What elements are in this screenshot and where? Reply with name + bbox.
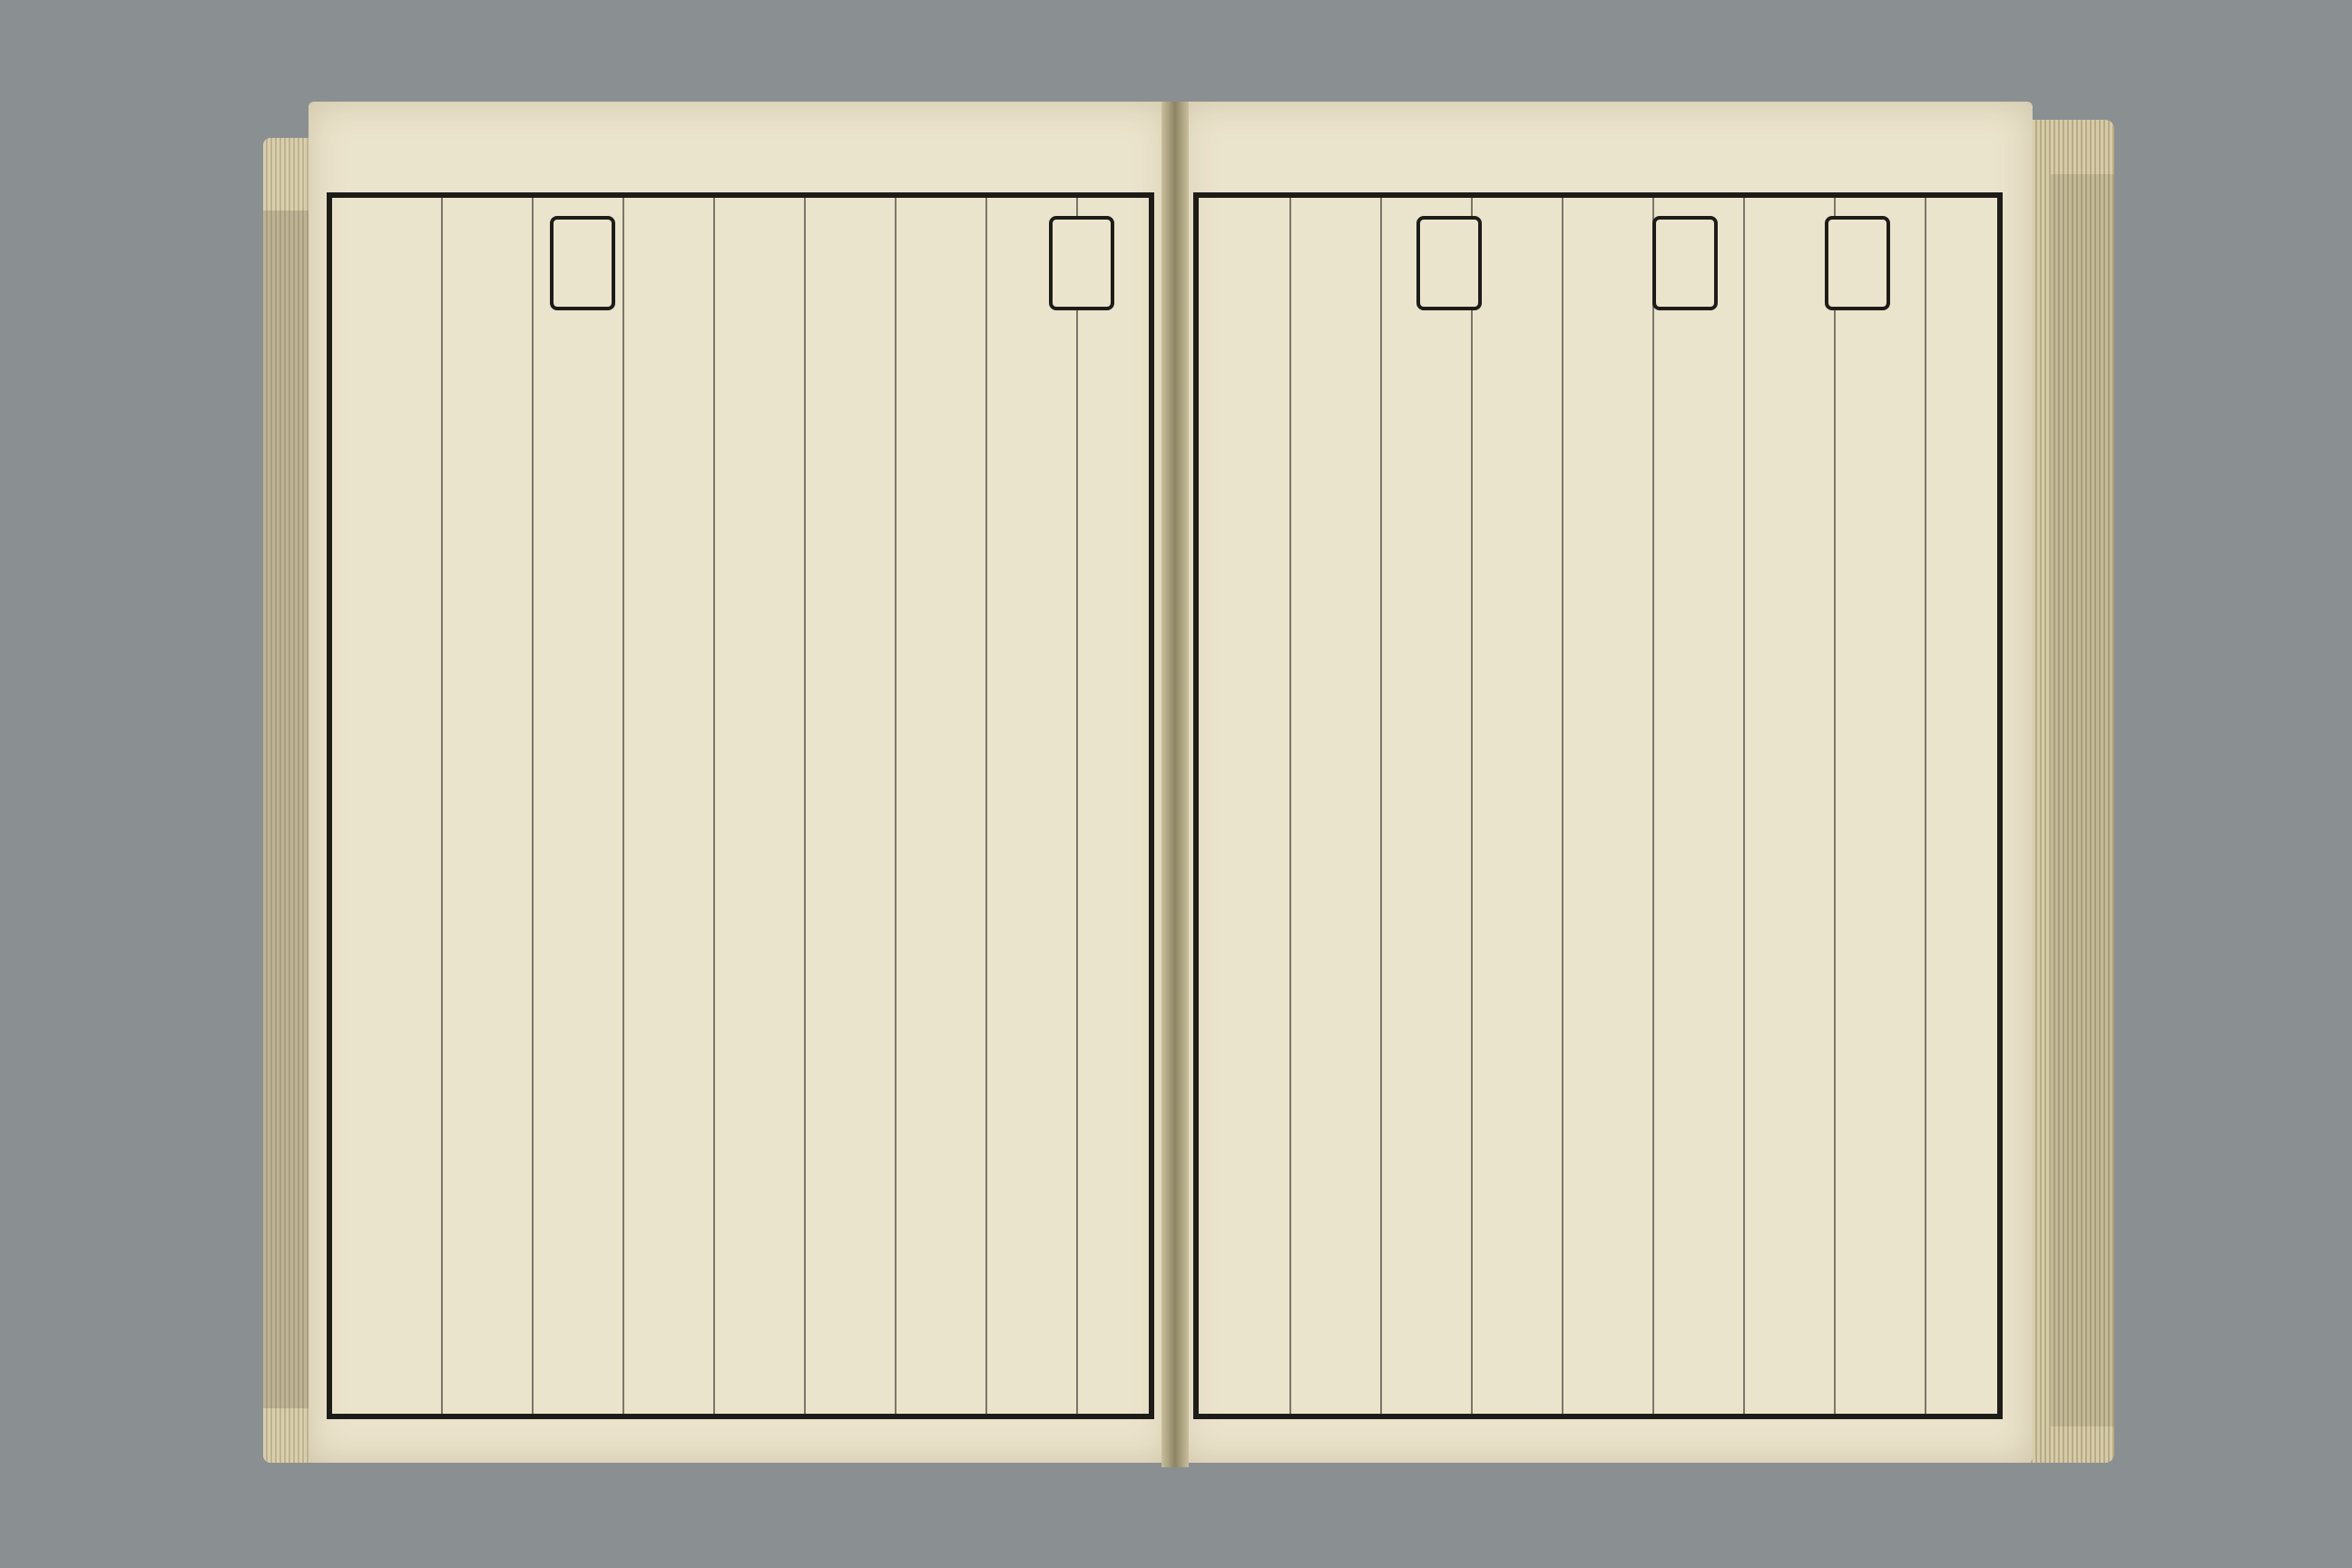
column-rule — [985, 198, 987, 1414]
column-rule — [622, 198, 624, 1414]
column-rule — [1743, 198, 1745, 1414]
section-label — [550, 216, 615, 310]
column-rule — [713, 198, 715, 1414]
column-rule — [441, 198, 443, 1414]
section-label — [1416, 216, 1482, 310]
column-rule — [1289, 198, 1291, 1414]
column-rule — [804, 198, 806, 1414]
column-rule — [1562, 198, 1563, 1414]
column-rule — [532, 198, 534, 1414]
right-page-frame — [1193, 192, 2003, 1419]
column-rule — [895, 198, 897, 1414]
column-rule — [1076, 198, 1078, 1414]
column-rule — [1471, 198, 1473, 1414]
section-label — [1825, 216, 1890, 310]
edge-wear — [2051, 174, 2114, 1426]
open-book — [263, 102, 2114, 1472]
left-page-frame — [327, 192, 1154, 1419]
column-rule — [1380, 198, 1382, 1414]
section-label — [1049, 216, 1114, 310]
book-gutter — [1161, 102, 1189, 1467]
column-rule — [1652, 198, 1654, 1414]
column-rule — [1925, 198, 1926, 1414]
section-label — [1652, 216, 1718, 310]
column-rule — [1834, 198, 1836, 1414]
edge-wear — [263, 211, 309, 1408]
